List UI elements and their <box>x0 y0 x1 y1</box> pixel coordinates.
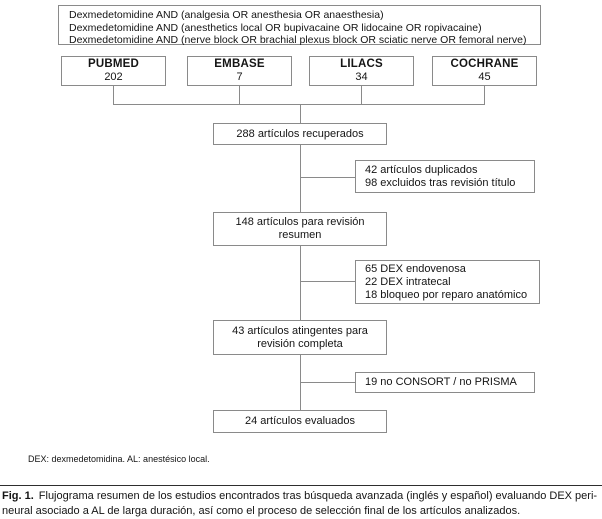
excluded-title-box <box>355 160 535 193</box>
connector-line <box>113 86 114 105</box>
excluded-endovenosa-label: 65 DEX endovenosa <box>365 262 466 275</box>
excluded-consort-prisma-label: 19 no CONSORT / no PRISMA <box>365 376 517 388</box>
database-box-cochrane <box>432 56 537 86</box>
caption-text-1: Flujograma resumen de los estudios encontrados tras búsqueda avanzada (inglés y español) evaluando DEX peri- <box>38 490 598 502</box>
connector-line <box>300 246 301 320</box>
connector-line <box>484 86 485 105</box>
database-box-lilacs <box>309 56 414 86</box>
caption-figure-label: Fig. 1. <box>2 490 34 502</box>
figure-caption <box>2 489 602 518</box>
evaluated-articles-box <box>213 410 387 433</box>
connector-line <box>300 104 301 123</box>
database-box-embase <box>187 56 292 86</box>
search-strategy-line-3: Dexmedetomidine AND (nerve block OR brachial plexus block OR sciatic nerve OR femoral nerve) <box>69 34 527 47</box>
abstract-review-line-1: 148 artículos para revisión <box>235 216 365 228</box>
database-count: 7 <box>236 71 243 83</box>
search-strategy-line-2: Dexmedetomidine AND (anesthetics local OR bupivacaine OR lidocaine OR ropivacaine) <box>69 21 482 34</box>
excluded-bloqueo-label: 18 bloqueo por reparo anatómico <box>365 288 528 301</box>
caption-text-2: neural asociado a AL de larga duración, así como el proceso de selección final de los artículos analizados. <box>2 504 521 517</box>
abbreviations-footnote: DEX: dexmedetomidina. AL: anestésico local. <box>28 454 210 464</box>
connector-line <box>300 382 355 383</box>
connector-line <box>113 104 485 105</box>
search-strategy-box <box>58 5 541 45</box>
connector-line <box>300 281 355 282</box>
database-count: 45 <box>478 71 491 83</box>
full-review-line-2: revisión completa <box>257 337 343 350</box>
database-box-pubmed <box>61 56 166 86</box>
full-review-line-1: 43 artículos atingentes para <box>232 324 368 337</box>
connector-line <box>361 86 362 105</box>
retrieved-articles-box <box>213 123 387 145</box>
excluded-consort-prisma-box <box>355 372 535 393</box>
database-name: EMBASE <box>214 58 265 70</box>
database-count: 202 <box>104 71 123 83</box>
retrieved-articles-label: 288 artículos recuperados <box>236 127 364 140</box>
database-name: PUBMED <box>87 58 140 70</box>
excluded-duplicates-label: 42 artículos duplicados <box>365 163 478 176</box>
database-count: 34 <box>355 71 368 83</box>
evaluated-articles-label: 24 artículos evaluados <box>244 415 356 427</box>
database-name: LILACS <box>340 58 383 70</box>
full-review-box <box>213 320 387 355</box>
database-name: COCHRANE <box>450 58 519 70</box>
connector-line <box>300 145 301 212</box>
caption-divider <box>0 485 602 486</box>
excluded-title-label: 98 excluidos tras revisión título <box>365 176 516 189</box>
abstract-review-box <box>213 212 387 246</box>
excluded-abstract-box <box>355 260 540 304</box>
connector-line <box>239 86 240 105</box>
excluded-intratecal-label: 22 DEX intratecal <box>365 275 451 288</box>
search-strategy-line-1: Dexmedetomidine AND (analgesia OR anesthesia OR anaesthesia) <box>69 9 384 21</box>
caption-line-1 <box>2 489 602 504</box>
connector-line <box>300 177 355 178</box>
abstract-review-line-2: resumen <box>278 229 322 241</box>
